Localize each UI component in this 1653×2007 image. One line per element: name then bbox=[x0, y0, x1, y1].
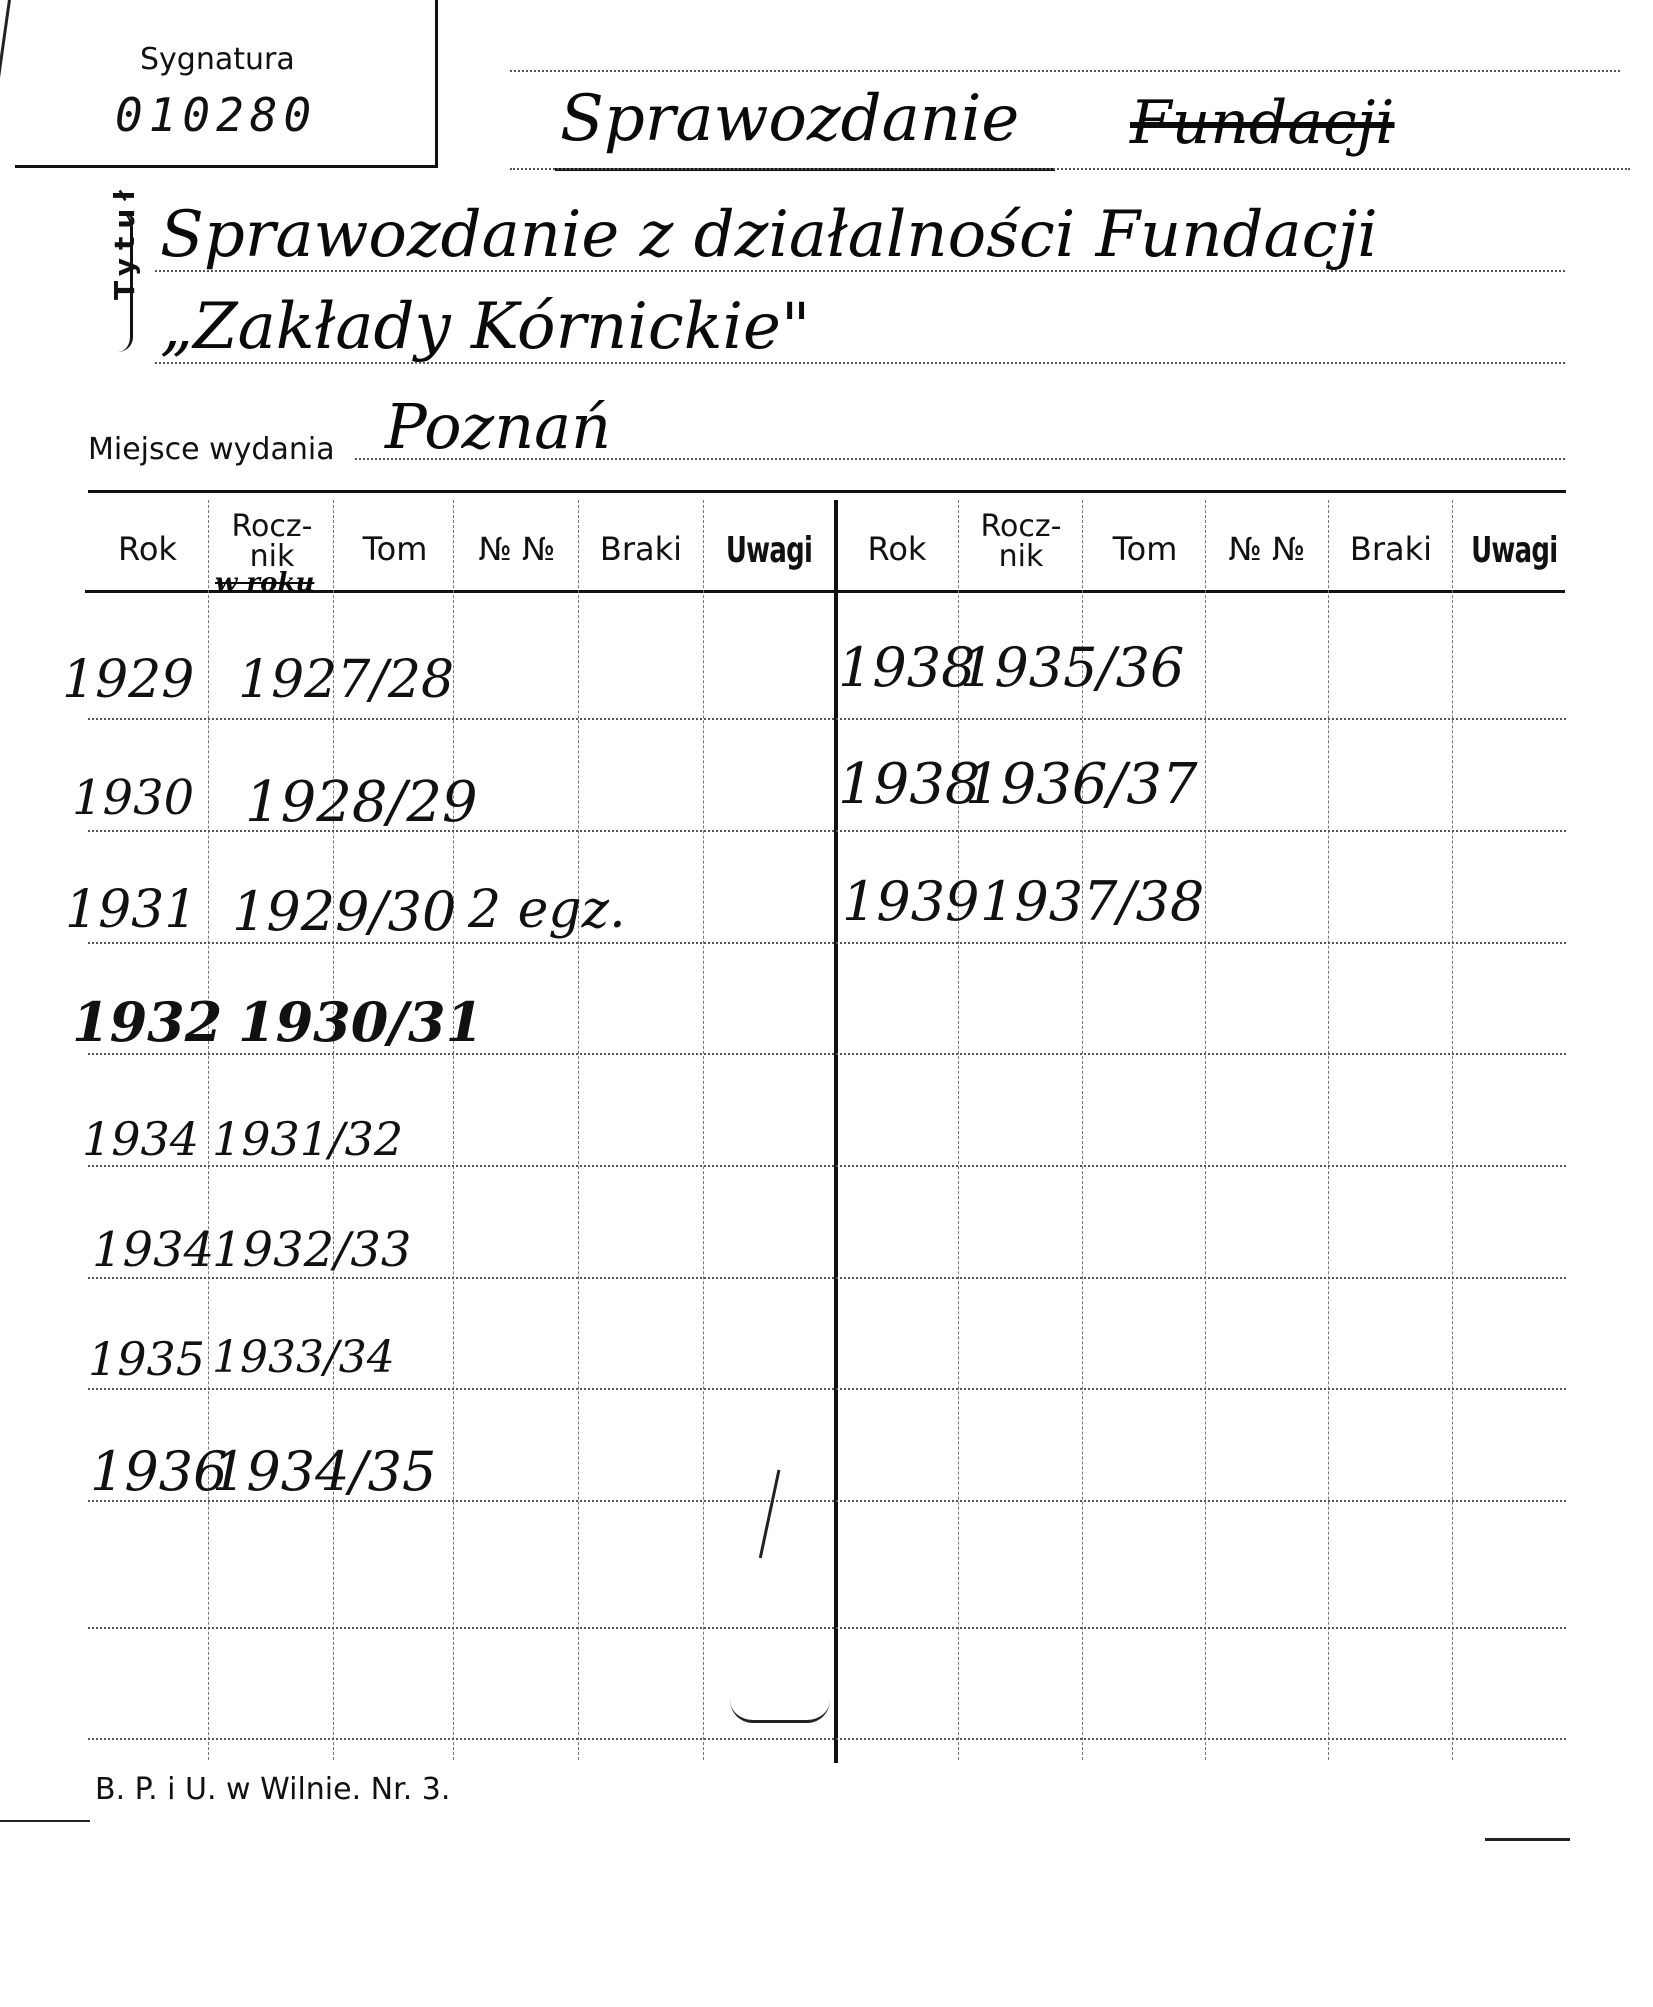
row-volume: 1930/31 bbox=[238, 990, 484, 1054]
row-year: 1935 bbox=[88, 1332, 206, 1386]
header-rocznik-text: Rocz- nik bbox=[231, 509, 313, 574]
row-volume-right: 1937/38 bbox=[980, 870, 1205, 933]
place-label: Miejsce wydania bbox=[88, 432, 335, 467]
title-line-2: „Zakłady Kórnickie" bbox=[160, 290, 811, 364]
header-tom-right: Tom bbox=[1112, 530, 1178, 568]
row-year-right: 1938 bbox=[838, 752, 981, 817]
row-volume: 1932/33 bbox=[212, 1222, 412, 1278]
header-numery-right: № № bbox=[1228, 530, 1306, 568]
col-sep bbox=[703, 500, 704, 1760]
row-volume: 1933/34 bbox=[212, 1332, 395, 1383]
row-rule bbox=[88, 718, 1566, 720]
row-year: 1929 bbox=[62, 650, 195, 710]
col-sep bbox=[1328, 500, 1329, 1760]
row-volume: 1931/32 bbox=[212, 1112, 404, 1166]
signature-value: 010280 bbox=[115, 88, 318, 142]
header-numery: № № bbox=[478, 530, 556, 568]
row-year: 1931 bbox=[65, 880, 198, 940]
header-rocznik bbox=[212, 509, 332, 574]
row-volume-right: 1936/37 bbox=[965, 752, 1198, 817]
col-sep bbox=[1452, 500, 1453, 1760]
table-top-rule bbox=[88, 490, 1566, 493]
title-rule-2 bbox=[155, 362, 1565, 364]
header-uwagi: Uwagi bbox=[725, 530, 813, 571]
row-volume: 1928/29 bbox=[245, 770, 478, 835]
col-sep bbox=[1205, 500, 1206, 1760]
row-volume: 1929/30 bbox=[232, 880, 457, 943]
row-note: 2 egz. bbox=[468, 880, 626, 940]
title-label: Tytuł bbox=[108, 182, 141, 300]
header-rocznik-right bbox=[962, 509, 1080, 574]
row-volume: 1934/35 bbox=[212, 1440, 437, 1503]
title-line-1: Sprawozdanie z działalności Fundacji bbox=[160, 198, 1378, 272]
header-rok-right: Rok bbox=[867, 530, 927, 568]
row-rule bbox=[88, 1627, 1566, 1629]
row-rule bbox=[88, 1738, 1566, 1740]
place-value: Poznań bbox=[385, 390, 612, 463]
row-rule bbox=[88, 1388, 1566, 1390]
row-year-right: 1938 bbox=[838, 636, 976, 699]
header-uwagi-right: Uwagi bbox=[1471, 530, 1558, 571]
header-correction: w roku bbox=[215, 568, 315, 598]
row-year: 1930 bbox=[72, 770, 195, 826]
row-year: 1934 bbox=[82, 1112, 200, 1166]
struck-word: Fundacji bbox=[1130, 88, 1395, 158]
row-year: 1936 bbox=[90, 1440, 228, 1503]
header-rocznik-right-text: Rocz- nik bbox=[980, 509, 1062, 574]
header-rok: Rok bbox=[118, 530, 177, 568]
col-sep bbox=[578, 500, 579, 1760]
signature-box bbox=[15, 0, 438, 168]
title-rule-1 bbox=[155, 270, 1565, 272]
row-year: 1934 bbox=[92, 1222, 215, 1278]
edge-mark bbox=[1485, 1838, 1570, 1841]
col-sep bbox=[208, 500, 209, 1760]
header-braki: Braki bbox=[599, 530, 683, 568]
place-rule bbox=[355, 458, 1565, 460]
header-braki-right: Braki bbox=[1349, 530, 1433, 568]
signature-label: Sygnatura bbox=[140, 42, 295, 77]
edge-mark bbox=[0, 1820, 90, 1822]
title-brace bbox=[118, 212, 133, 352]
row-year-right: 1939 bbox=[842, 870, 980, 933]
heading-rule-top bbox=[510, 70, 1620, 72]
row-volume: 1927/28 bbox=[238, 650, 455, 710]
pencil-mark bbox=[759, 1470, 790, 1561]
row-year: 1932 bbox=[72, 990, 223, 1054]
heading-rule bbox=[510, 168, 1630, 170]
row-volume-right: 1935/36 bbox=[960, 636, 1185, 699]
header-tom: Tom bbox=[362, 530, 428, 568]
handwritten-heading: Sprawozdanie bbox=[560, 82, 1020, 156]
pencil-mark bbox=[730, 1700, 830, 1723]
printer-imprint: B. P. i U. w Wilnie. Nr. 3. bbox=[95, 1772, 451, 1807]
